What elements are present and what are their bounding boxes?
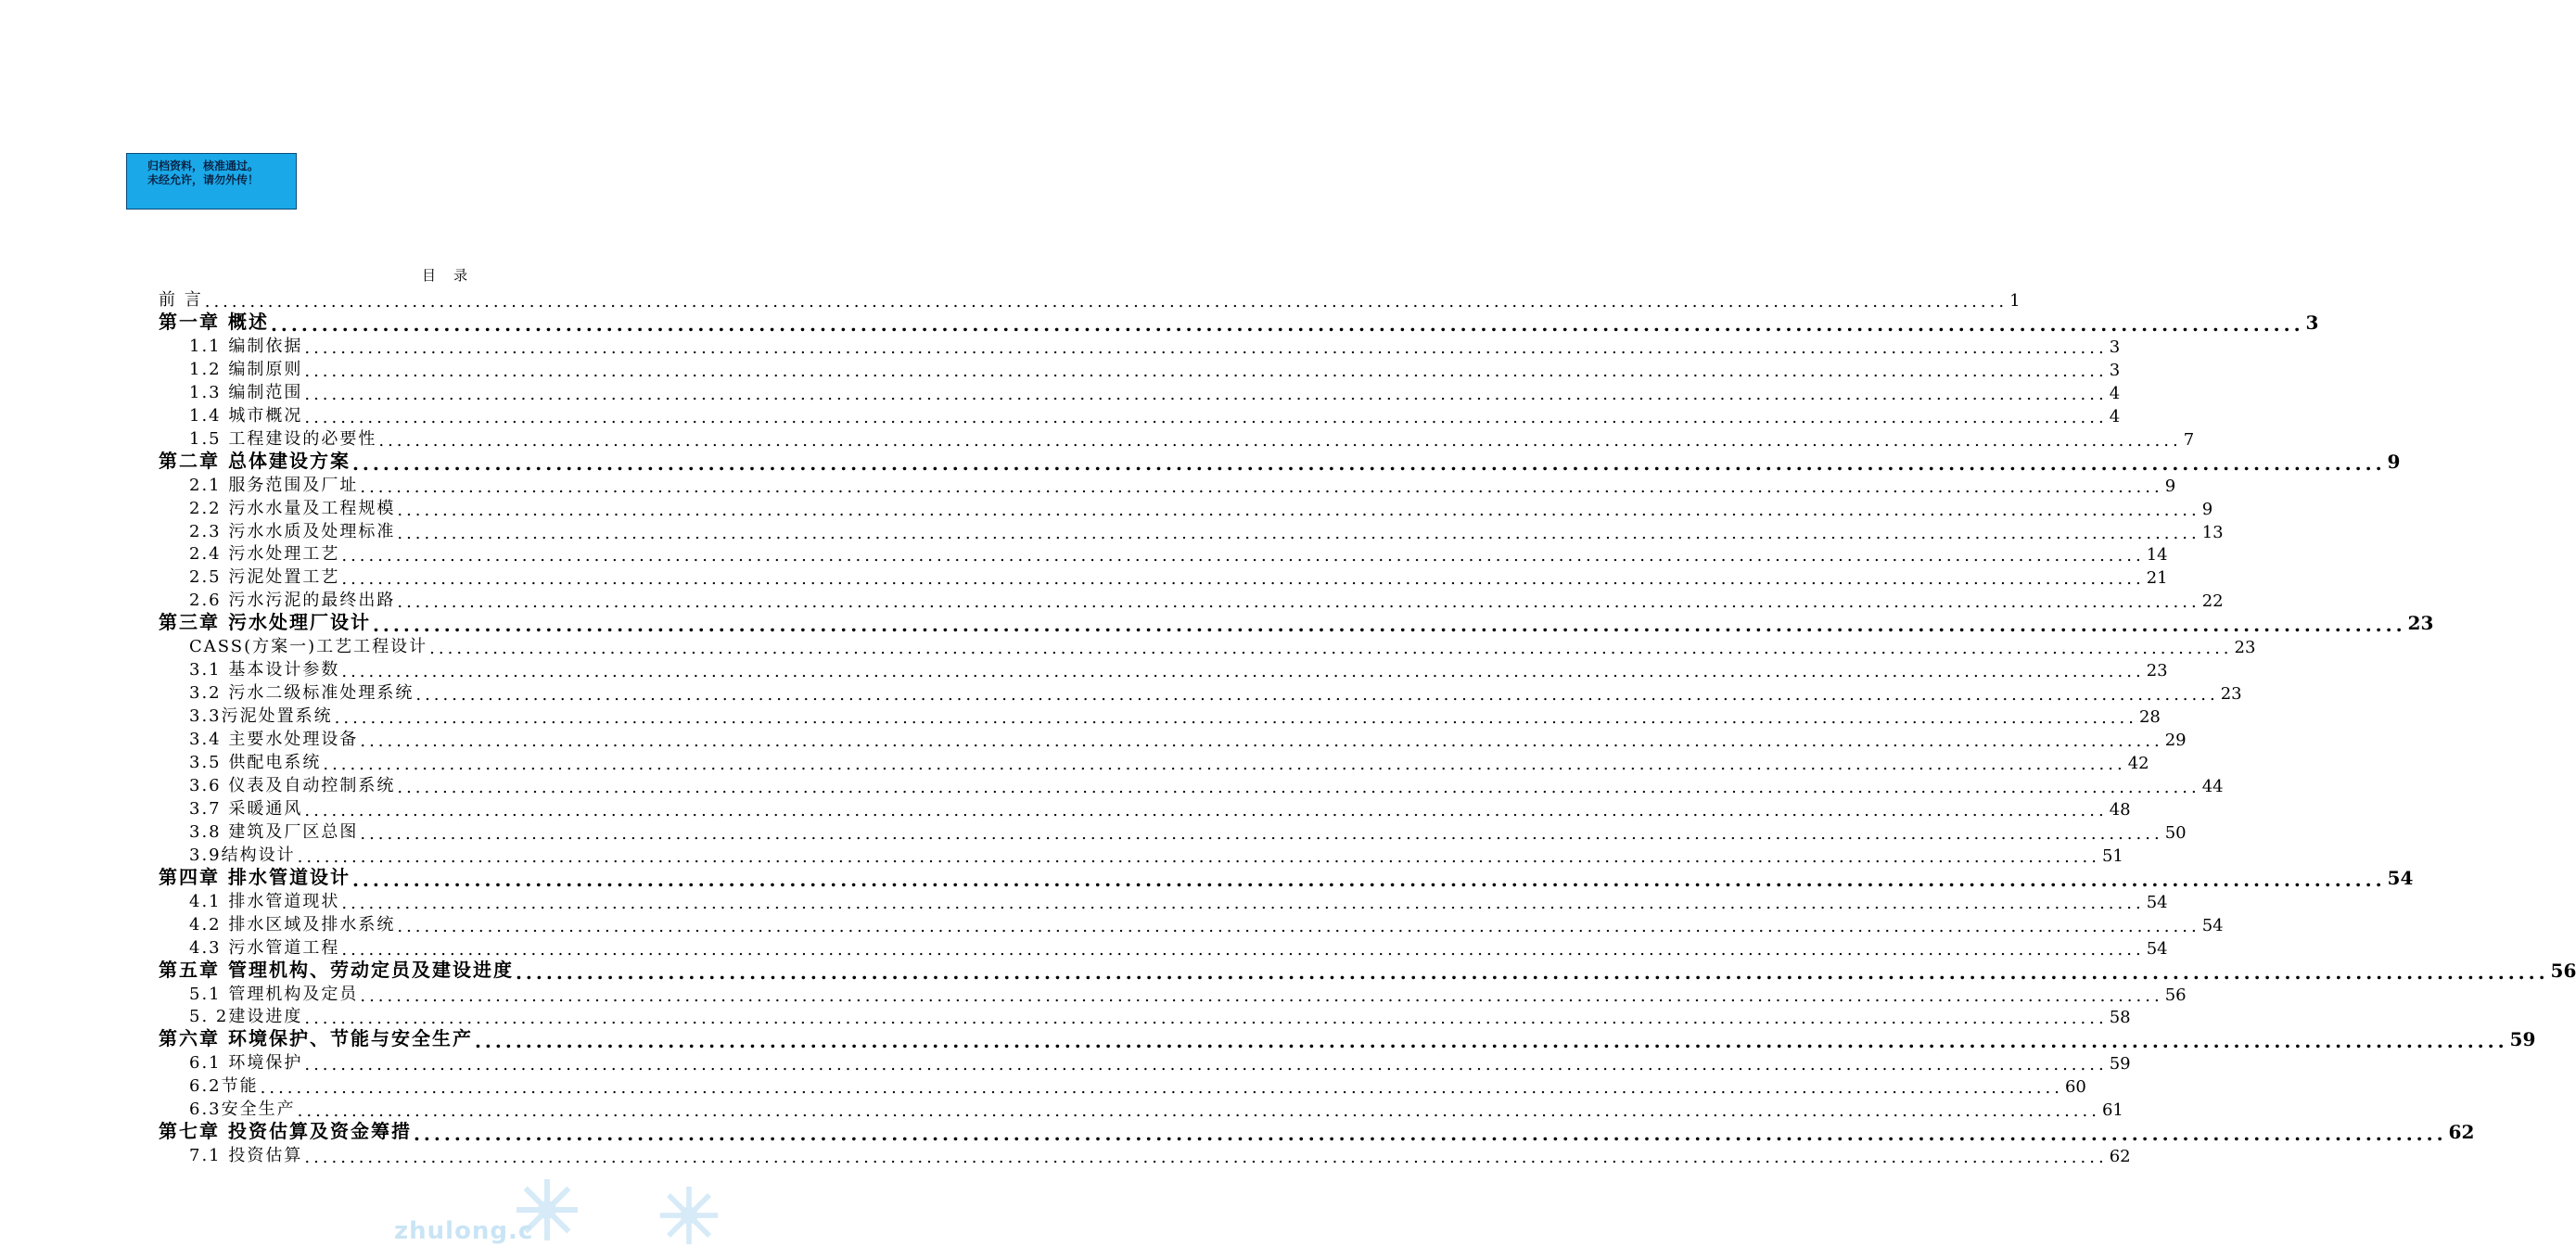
toc-leader-dots: ........................................................................................................................................................................................................ [415, 685, 2219, 706]
toc-leader-dots: ........................................................................................................................................................................................................ [372, 614, 2406, 637]
toc-entry-row[interactable] [189, 496, 2213, 520]
toc-chapter-row[interactable] [159, 1120, 2475, 1146]
watermark-text: zhulong.c [394, 1217, 534, 1245]
toc-entry-row[interactable] [189, 982, 2187, 1006]
toc-entry-label: 3.2 污水二级标准处理系统 [189, 683, 414, 704]
toc-page-number: 4 [2109, 406, 2121, 426]
toc-leader-dots: ........................................................................................................................................................................................................ [304, 1009, 2108, 1029]
toc-page-number: 23 [2407, 612, 2434, 635]
toc-leader-dots: ........................................................................................................................................................................................................ [360, 477, 2163, 497]
toc-entry-row[interactable] [189, 820, 2187, 844]
toc-leader-dots: ........................................................................................................................................................................................................ [341, 939, 2145, 960]
toc-entry-row[interactable] [189, 1143, 2131, 1168]
toc-page-number: 62 [2448, 1121, 2475, 1144]
toc-entry-label: 3.9结构设计 [189, 845, 296, 865]
toc-page-number: 3 [2305, 311, 2319, 334]
toc-chapter-row[interactable] [159, 1027, 2536, 1053]
toc-entry-row[interactable] [189, 773, 2224, 797]
toc-leader-dots: ........................................................................................................................................................................................................ [429, 639, 2233, 659]
toc-leader-dots: ........................................................................................................................................................................................................ [304, 800, 2108, 820]
toc-page-number: 54 [2146, 938, 2168, 959]
toc-page-number: 7 [2183, 429, 2195, 450]
toc-leader-dots: ........................................................................................................................................................................................................ [304, 407, 2108, 427]
toc-leader-dots: ........................................................................................................................................................................................................ [304, 361, 2108, 381]
toc-page-number: 28 [2138, 707, 2161, 728]
toc-page-number: 9 [2201, 499, 2213, 519]
stamp-line-1: 归档资料，核准通过。 [147, 159, 260, 172]
toc-entry-label: 4.1 排水管道现状 [189, 891, 340, 911]
toc-page-number: 59 [2109, 1054, 2131, 1074]
toc-page-number: 58 [2109, 1008, 2131, 1028]
toc-entry-label: 1.5 工程建设的必要性 [189, 428, 377, 449]
toc-leader-dots: ........................................................................................................................................................................................................ [341, 569, 2145, 590]
toc-entry-label: 3.7 采暖通风 [189, 798, 303, 819]
stamp-line-2: 未经允许，请勿外传！ [147, 173, 260, 186]
toc-page-number: 62 [2109, 1147, 2131, 1167]
toc-chapter-row[interactable] [159, 310, 2319, 336]
toc-entry-label: 7.1 投资估算 [189, 1146, 303, 1166]
toc-chapter-row[interactable] [159, 958, 2576, 984]
toc-chapter-row[interactable] [159, 865, 2414, 891]
toc-leader-dots: ........................................................................................................................................................................................................ [304, 1055, 2108, 1075]
toc-leader-dots: ........................................................................................................................................................................................................ [341, 893, 2145, 913]
toc-entry-label: 第五章 管理机构、劳动定员及建设进度 [159, 958, 514, 981]
toc-entry-label: 2.3 污水水质及处理标准 [189, 521, 396, 541]
toc-entry-row[interactable] [189, 657, 2168, 682]
toc-entry-row[interactable] [189, 380, 2121, 404]
toc-leader-dots: ........................................................................................................................................................................................................ [360, 731, 2163, 752]
toc-entry-label: 1.1 编制依据 [189, 336, 303, 356]
toc-page-number: 9 [2387, 450, 2401, 473]
toc-entry-row[interactable] [189, 473, 2176, 497]
toc-entry-row[interactable] [189, 634, 2256, 659]
toc-page-number: 29 [2164, 731, 2187, 751]
toc-entry-label: 6.1 环境保护 [189, 1053, 303, 1074]
toc-entry-row[interactable] [189, 704, 2161, 729]
toc-leader-dots: ........................................................................................................................................................................................................ [204, 292, 2009, 312]
watermark-flake-icon [658, 1185, 720, 1246]
toc-entry-row[interactable] [189, 680, 2242, 706]
toc-title: 目 录 [422, 267, 468, 284]
toc-leader-dots: ........................................................................................................................................................................................................ [397, 916, 2200, 936]
toc-entry-row[interactable] [189, 1050, 2131, 1075]
toc-leader-dots: ........................................................................................................................................................................................................ [260, 1078, 2063, 1099]
toc-entry-row[interactable] [189, 403, 2121, 427]
toc-page-number: 59 [2509, 1028, 2536, 1051]
toc-entry-label: 3.6 仪表及自动控制系统 [189, 775, 396, 795]
toc-page-number: 9 [2164, 476, 2176, 496]
toc-page-number: 44 [2201, 776, 2224, 796]
toc-entry-row[interactable] [189, 357, 2121, 381]
toc-leader-dots: ........................................................................................................................................................................................................ [397, 523, 2200, 543]
toc-page-number: 1 [2009, 291, 2021, 311]
toc-page-number: 61 [2101, 1100, 2123, 1121]
toc-page-number: 51 [2101, 846, 2123, 866]
toc-leader-dots: ........................................................................................................................................................................................................ [341, 662, 2145, 682]
toc-leader-dots: ........................................................................................................................................................................................................ [397, 777, 2200, 797]
toc-entry-row[interactable] [189, 727, 2187, 752]
toc-leader-dots: ........................................................................................................................................................................................................ [270, 312, 2304, 336]
toc-entry-row[interactable] [189, 912, 2224, 936]
toc-leader-dots: ........................................................................................................................................................................................................ [378, 430, 2182, 451]
toc-entry-label: 5.1 管理机构及定员 [189, 984, 359, 1004]
toc-page-number: 3 [2109, 337, 2121, 357]
toc-entry-label: 第三章 污水处理厂设计 [159, 611, 371, 634]
toc-entry-label: 第四章 排水管道设计 [159, 865, 351, 888]
toc-entry-row[interactable] [189, 565, 2168, 590]
toc-leader-dots: ........................................................................................................................................................................................................ [351, 451, 2386, 475]
toc-page-number: 60 [2064, 1077, 2086, 1098]
toc-leader-dots: ........................................................................................................................................................................................................ [397, 500, 2200, 520]
toc-leader-dots: ........................................................................................................................................................................................................ [297, 846, 2100, 867]
toc-page-number: 56 [2164, 985, 2187, 1005]
toc-page-number: 23 [2234, 638, 2256, 658]
toc-chapter-row[interactable] [159, 449, 2401, 475]
toc-leader-dots: ........................................................................................................................................................................................................ [304, 384, 2108, 404]
toc-entry-label: 2.6 污水污泥的最终出路 [189, 591, 396, 611]
toc-leader-dots: ........................................................................................................................................................................................................ [341, 546, 2145, 566]
toc-page-number: 3 [2109, 360, 2121, 380]
toc-entry-label: 3.4 主要水处理设备 [189, 730, 359, 750]
toc-page-number: 23 [2220, 684, 2242, 705]
toc-leader-dots: ........................................................................................................................................................................................................ [304, 337, 2108, 358]
toc-page-number: 54 [2201, 915, 2224, 935]
toc-entry-row[interactable] [189, 889, 2168, 913]
toc-entry-row[interactable] [189, 334, 2121, 358]
toc-entry-label: 前 言 [159, 290, 203, 310]
toc-entry-label: 1.2 编制原则 [189, 359, 303, 379]
toc-page-number: 21 [2146, 568, 2168, 589]
toc-entry-label: 3.3污泥处置系统 [189, 706, 333, 727]
toc-entry-row[interactable] [189, 519, 2224, 543]
toc-entry-label: 第一章 概述 [159, 310, 269, 333]
toc-entry-label: 6.2节能 [189, 1076, 259, 1097]
toc-chapter-row[interactable] [159, 611, 2434, 637]
toc-entry-label: 3.1 基本设计参数 [189, 660, 340, 680]
toc-entry-label: 1.4 城市概况 [189, 405, 303, 426]
toc-entry-label: 6.3安全生产 [189, 1100, 296, 1120]
toc-leader-dots: ........................................................................................................................................................................................................ [351, 868, 2386, 891]
toc-entry-label: 2.5 污泥处置工艺 [189, 567, 340, 588]
toc-page-number: 42 [2127, 754, 2149, 773]
toc-page-number: 13 [2201, 522, 2224, 542]
toc-page-number: 54 [2146, 892, 2168, 912]
toc-entry-label: 3.8 建筑及厂区总图 [189, 821, 359, 842]
toc-page-number: 50 [2164, 822, 2187, 843]
toc-leader-dots: ........................................................................................................................................................................................................ [474, 1030, 2508, 1053]
toc-page-number: 23 [2146, 661, 2168, 681]
toc-entry-row[interactable] [189, 1074, 2086, 1099]
toc-page-number: 48 [2109, 799, 2131, 820]
toc-entry-row[interactable] [189, 796, 2131, 820]
toc-entry-row[interactable] [189, 750, 2149, 774]
toc-page-number: 14 [2146, 545, 2168, 566]
toc-entry-label: 2.4 污水处理工艺 [189, 544, 340, 565]
toc-entry-label: 4.3 污水管道工程 [189, 937, 340, 958]
toc-leader-dots: ........................................................................................................................................................................................................ [413, 1123, 2447, 1146]
toc-leader-dots: ........................................................................................................................................................................................................ [323, 755, 2126, 774]
toc-entry-label: 5. 2建设进度 [189, 1007, 303, 1027]
toc-page-number: 22 [2201, 591, 2224, 612]
toc-page-number: 54 [2387, 866, 2414, 889]
toc-page-number: 56 [2550, 959, 2576, 982]
toc-leader-dots: ........................................................................................................................................................................................................ [334, 708, 2137, 729]
toc-leader-dots: ........................................................................................................................................................................................................ [360, 823, 2163, 844]
toc-entry-label: CASS(方案一)工艺工程设计 [189, 637, 428, 657]
toc-entry-label: 2.2 污水水量及工程规模 [189, 498, 396, 518]
toc-leader-dots: ........................................................................................................................................................................................................ [297, 1101, 2100, 1122]
toc-entry-label: 第六章 环境保护、节能与安全生产 [159, 1027, 473, 1050]
toc-leader-dots: ........................................................................................................................................................................................................ [304, 1148, 2108, 1168]
toc-entry-label: 第七章 投资估算及资金筹措 [159, 1120, 412, 1143]
toc-leader-dots: ........................................................................................................................................................................................................ [515, 960, 2549, 984]
toc-entry-label: 第二章 总体建设方案 [159, 449, 351, 472]
toc-leader-dots: ........................................................................................................................................................................................................ [360, 985, 2163, 1006]
toc-entry-label: 4.2 排水区域及排水系统 [189, 914, 396, 934]
toc-entry-label: 1.3 编制范围 [189, 382, 303, 402]
toc-leader-dots: ........................................................................................................................................................................................................ [397, 592, 2200, 613]
toc-page-number: 4 [2109, 383, 2121, 403]
toc-entry-label: 2.1 服务范围及厂址 [189, 475, 359, 495]
toc-entry-row[interactable] [189, 541, 2168, 566]
toc-entry-label: 3.5 供配电系统 [189, 753, 322, 772]
